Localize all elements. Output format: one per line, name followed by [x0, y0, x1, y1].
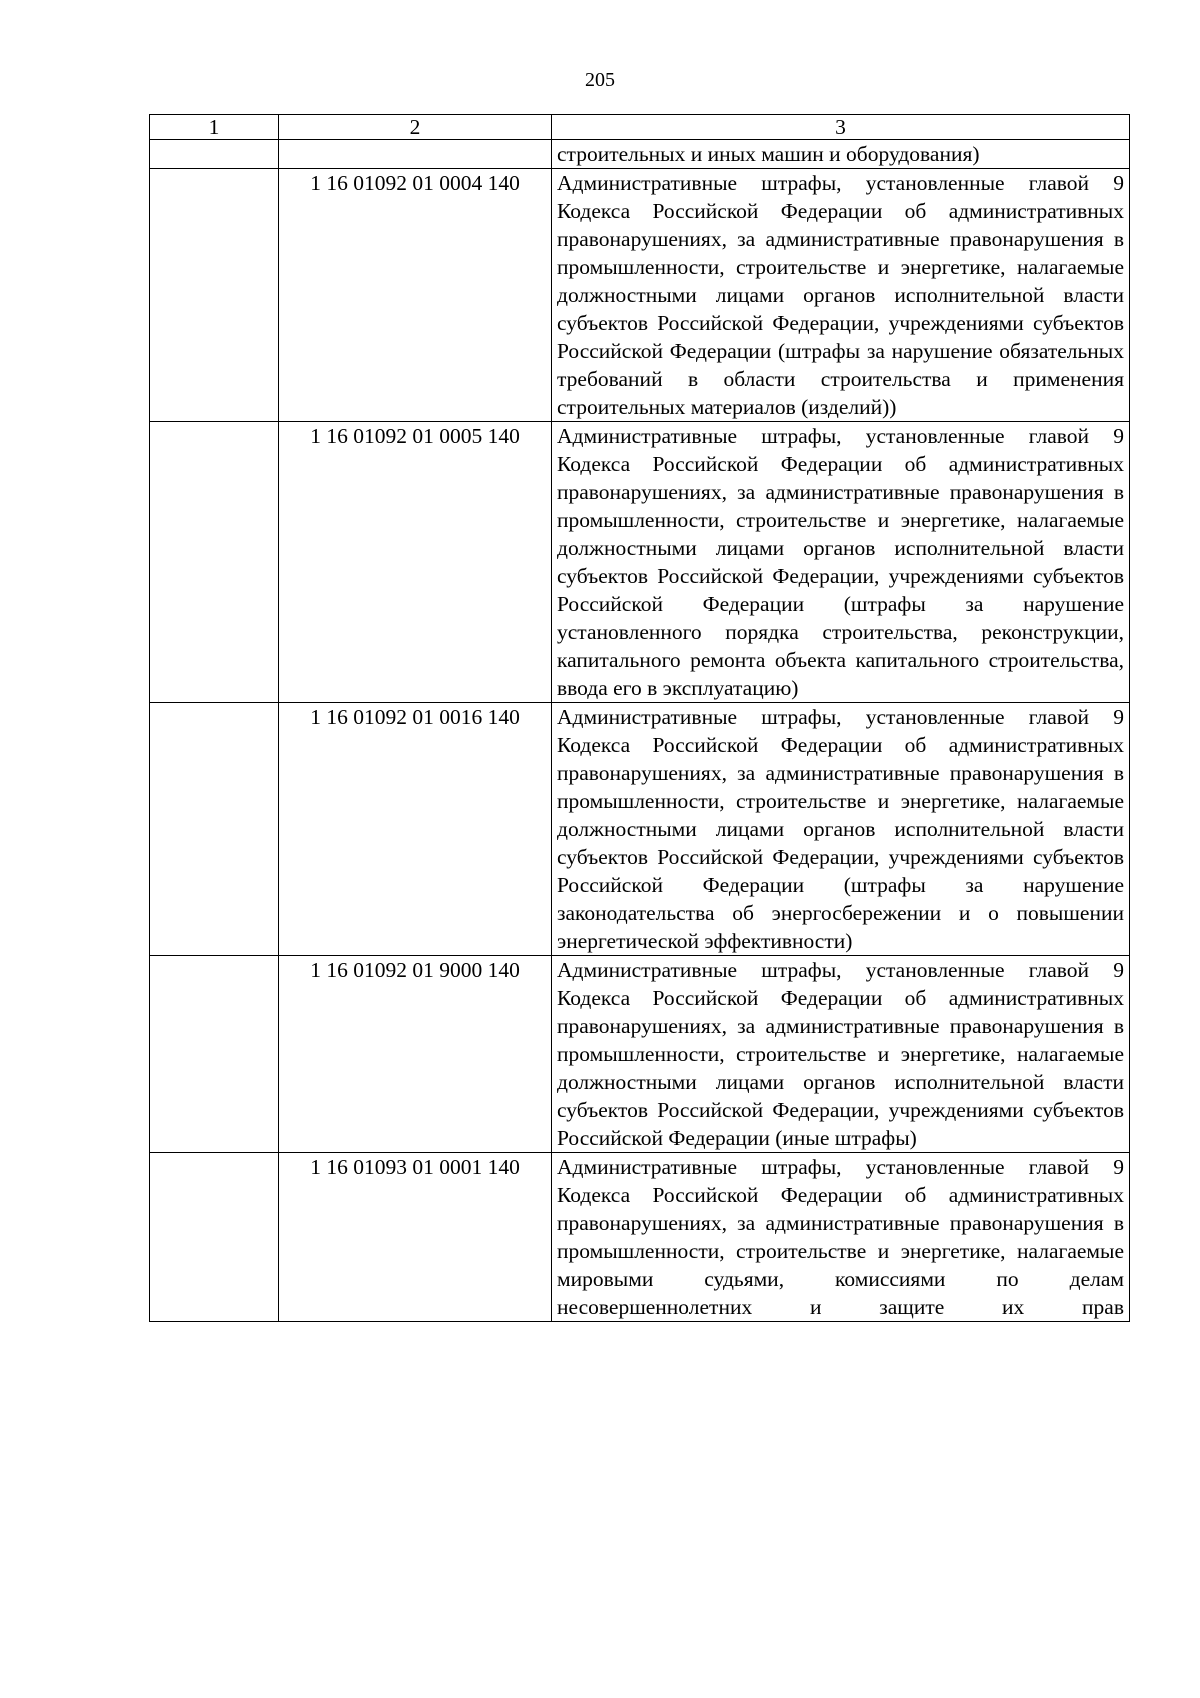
description-cell: строительных и иных машин и оборудования) — [552, 140, 1130, 169]
description-cell: Административные штрафы, установленные главой 9 Кодекса Российской Федерации об административных правонарушениях, за административные правонарушения в промышленности, строительстве и энергетике, налагаемые должностными лицами органов исполнительной власти субъектов Российской Федерации, учреждениями субъектов Российской Федерации (штрафы за нарушение установленного порядка строительства, реконструкции, капитального ремонта объекта капитального строительства, ввода его в эксплуатацию) — [552, 422, 1130, 703]
row-column-1-cell — [150, 1153, 279, 1322]
budget-code-cell: 1 16 01092 01 0005 140 — [279, 422, 552, 703]
table-row — [150, 956, 1130, 1153]
column-header-1: 1 — [150, 115, 279, 140]
table-row — [150, 422, 1130, 703]
row-column-1-cell — [150, 703, 279, 956]
row-column-1-cell — [150, 422, 279, 703]
budget-code-cell: 1 16 01092 01 0016 140 — [279, 703, 552, 956]
column-header-3: 3 — [552, 115, 1130, 140]
description-cell: Административные штрафы, установленные главой 9 Кодекса Российской Федерации об административных правонарушениях, за административные правонарушения в промышленности, строительстве и энергетике, налагаемые должностными лицами органов исполнительной власти субъектов Российской Федерации, учреждениями субъектов Российской Федерации (штрафы за нарушение законодательства об энергосбережении и о повышении энергетической эффективности) — [552, 703, 1130, 956]
row-column-1-cell — [150, 140, 279, 169]
table-row — [150, 1153, 1130, 1322]
description-cell: Административные штрафы, установленные главой 9 Кодекса Российской Федерации об административных правонарушениях, за административные правонарушения в промышленности, строительстве и энергетике, налагаемые должностными лицами органов исполнительной власти субъектов Российской Федерации, учреждениями субъектов Российской Федерации (иные штрафы) — [552, 956, 1130, 1153]
row-column-1-cell — [150, 956, 279, 1153]
table-row — [150, 169, 1130, 422]
budget-code-cell: 1 16 01093 01 0001 140 — [279, 1153, 552, 1322]
table-row — [150, 703, 1130, 956]
budget-code-cell: 1 16 01092 01 9000 140 — [279, 956, 552, 1153]
column-header-2: 2 — [279, 115, 552, 140]
description-cell: Административные штрафы, установленные главой 9 Кодекса Российской Федерации об административных правонарушениях, за административные правонарушения в промышленности, строительстве и энергетике, налагаемые мировыми судьями, комиссиями по делам несовершеннолетних и защите их прав — [552, 1153, 1130, 1322]
page-number: 205 — [585, 69, 615, 91]
table-row — [150, 140, 1130, 169]
row-column-1-cell — [150, 169, 279, 422]
budget-code-cell — [279, 140, 552, 169]
budget-code-table — [149, 114, 1130, 1322]
description-cell: Административные штрафы, установленные главой 9 Кодекса Российской Федерации об административных правонарушениях, за административные правонарушения в промышленности, строительстве и энергетике, налагаемые должностными лицами органов исполнительной власти субъектов Российской Федерации, учреждениями субъектов Российской Федерации (штрафы за нарушение обязательных требований в области строительства и применения строительных материалов (изделий)) — [552, 169, 1130, 422]
budget-code-cell: 1 16 01092 01 0004 140 — [279, 169, 552, 422]
table-header-row — [150, 115, 1130, 140]
